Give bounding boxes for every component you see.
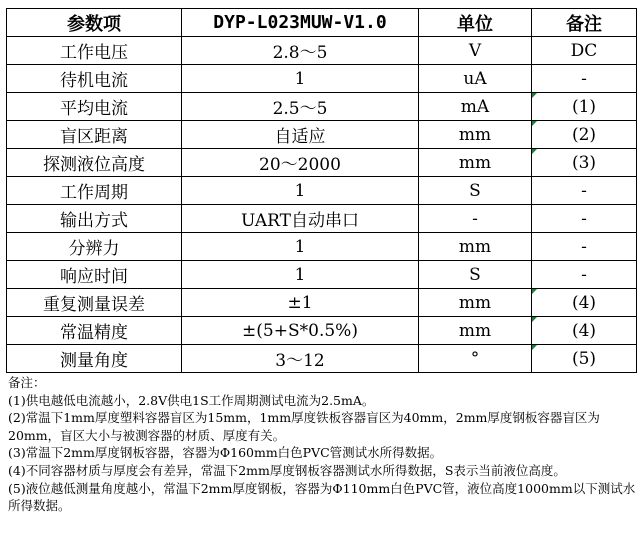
- note-item-2: (2)常温下1mm厚度塑料容器盲区为15mm，1mm厚度铁板容器盲区为40mm，2mm厚度钢板容器盲区为20mm，盲区大小与被测容器的材质、厚度有关。: [8, 410, 600, 443]
- header-note: 备注: [532, 9, 637, 37]
- unit-cell: S: [419, 177, 532, 205]
- note-cell: -: [532, 261, 637, 289]
- param-cell: 分辨力: [7, 233, 182, 261]
- unit-cell: V: [419, 37, 532, 65]
- table-row: [7, 177, 637, 205]
- param-cell: 探测液位高度: [7, 149, 182, 177]
- spec-table: [6, 8, 637, 373]
- value-cell: 2.5～5: [182, 93, 419, 121]
- table-row: [7, 93, 637, 121]
- table-row: [7, 289, 637, 317]
- unit-cell: mm: [419, 121, 532, 149]
- table-row: [7, 317, 637, 345]
- value-cell: 1: [182, 233, 419, 261]
- note-cell: -: [532, 233, 637, 261]
- note-item-5: (5)液位越低测量角度越小，常温下2mm厚度钢板，容器为Φ110mm白色PVC管，液位高度1000mm以下测试水所得数据。: [8, 480, 636, 514]
- unit-cell: mm: [419, 289, 532, 317]
- param-cell: 重复测量误差: [7, 289, 182, 317]
- table-row: [7, 205, 637, 233]
- notes-section: [8, 374, 636, 515]
- cell-marker-icon: [532, 289, 537, 294]
- unit-cell: °: [419, 345, 532, 373]
- cell-marker-icon: [532, 149, 537, 154]
- unit-cell: mm: [419, 317, 532, 345]
- cell-marker-icon: [532, 345, 537, 350]
- param-cell: 工作电压: [7, 37, 182, 65]
- header-unit: 单位: [419, 9, 532, 37]
- note-cell: (5): [532, 345, 637, 373]
- note-item-3: (3)常温下2mm厚度钢板容器，容器为Φ160mm白色PVC管测试水所得数据。: [8, 445, 443, 461]
- table-row: [7, 65, 637, 93]
- param-cell: 待机电流: [7, 65, 182, 93]
- param-cell: 平均电流: [7, 93, 182, 121]
- unit-cell: mm: [419, 149, 532, 177]
- value-cell: 1: [182, 261, 419, 289]
- param-cell: 盲区距离: [7, 121, 182, 149]
- unit-cell: mm: [419, 233, 532, 261]
- unit-cell: -: [419, 205, 532, 233]
- value-cell: ±(5+S*0.5%): [182, 317, 419, 345]
- param-cell: 工作周期: [7, 177, 182, 205]
- value-cell: 3～12: [182, 345, 419, 373]
- param-cell: 输出方式: [7, 205, 182, 233]
- table-row: [7, 345, 637, 373]
- note-item-4: (4)不同容器材质与厚度会有差异，常温下2mm厚度钢板容器测试水所得数据，S表示当前液位高度。: [8, 462, 566, 478]
- note-cell: -: [532, 177, 637, 205]
- param-cell: 测量角度: [7, 345, 182, 373]
- note-item-1: (1)供电越低电流越小，2.8V供电1S工作周期测试电流为2.5mA。: [8, 392, 375, 408]
- table-row: [7, 149, 637, 177]
- unit-cell: mA: [419, 93, 532, 121]
- value-cell: ±1: [182, 289, 419, 317]
- param-cell: 常温精度: [7, 317, 182, 345]
- cell-marker-icon: [532, 121, 537, 126]
- note-cell: DC: [532, 37, 637, 65]
- note-cell: -: [532, 65, 637, 93]
- table-row: [7, 233, 637, 261]
- value-cell: UART自动串口: [182, 205, 419, 233]
- cell-marker-icon: [532, 93, 537, 98]
- cell-marker-icon: [532, 317, 537, 322]
- param-cell: 响应时间: [7, 261, 182, 289]
- table-header-row: [7, 9, 637, 37]
- header-param: 参数项: [7, 9, 182, 37]
- value-cell: 1: [182, 65, 419, 93]
- note-cell: -: [532, 205, 637, 233]
- note-cell: (3): [532, 149, 637, 177]
- table-row: [7, 261, 637, 289]
- value-cell: 1: [182, 177, 419, 205]
- value-cell: 20～2000: [182, 149, 419, 177]
- note-cell: (4): [532, 317, 637, 345]
- header-model: DYP-L023MUW-V1.0: [182, 9, 419, 37]
- value-cell: 2.8～5: [182, 37, 419, 65]
- table-row: [7, 121, 637, 149]
- notes-title: 备注：: [8, 375, 46, 390]
- unit-cell: uA: [419, 65, 532, 93]
- note-cell: (4): [532, 289, 637, 317]
- note-cell: (1): [532, 93, 637, 121]
- note-cell: (2): [532, 121, 637, 149]
- value-cell: 自适应: [182, 121, 419, 149]
- table-row: [7, 37, 637, 65]
- unit-cell: S: [419, 261, 532, 289]
